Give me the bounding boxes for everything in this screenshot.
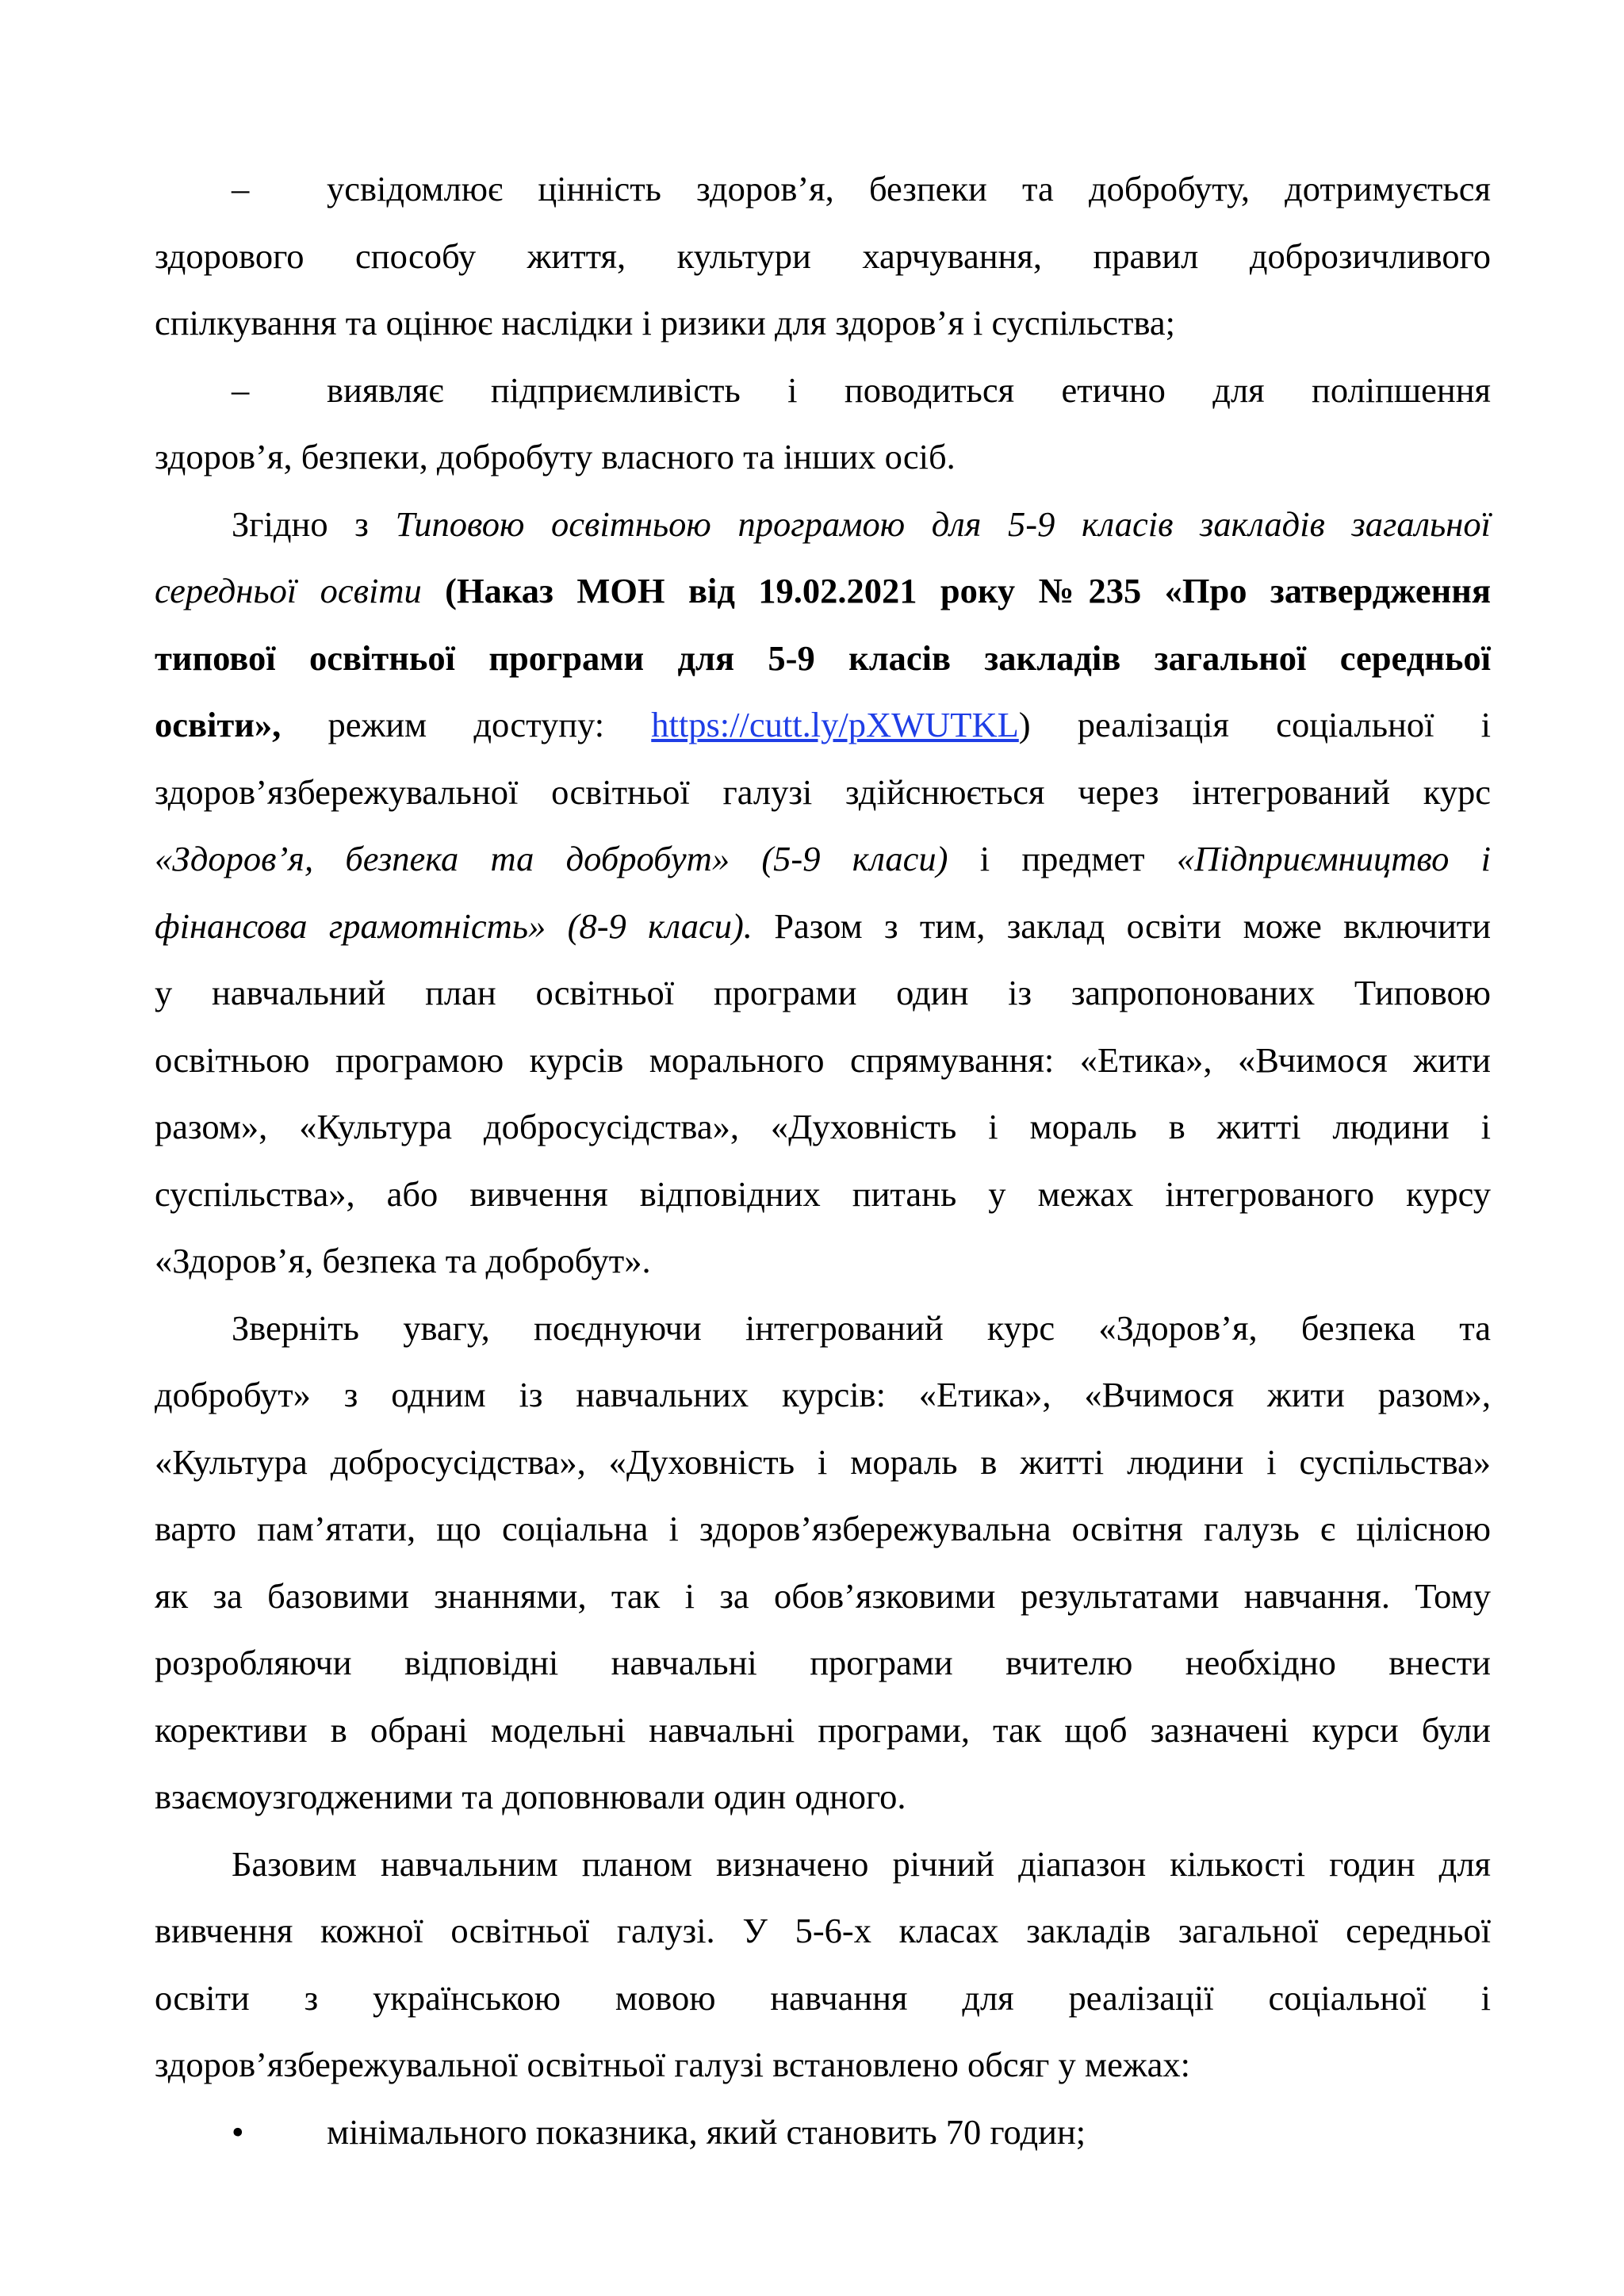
paragraph-line [155,557,1491,625]
paragraph-line: як за базовими знаннями, так і за обов’язковими результатами навчання. Тому [155,1575,1491,1616]
subject-title-italic: «Підприємництво і [1176,839,1491,878]
list-item-text: мінімального показника, який становить 70 годин; [327,2111,1086,2152]
paragraph-line [155,691,1491,759]
paragraph-line: у навчальний план освітньої програми один із запропонованих Типовою [155,973,1491,1012]
paragraph-line [155,893,1491,960]
paragraph-line [155,491,1491,558]
text-run: Разом з тим, заклад освіти може включити [774,905,1492,946]
list-item-text: виявляє підприємливість і поводиться етично для поліпшення [327,369,1491,410]
paragraph-line [155,825,1491,893]
paragraph-line: взаємоузгодженими та доповнювали один одного. [155,1777,906,1816]
paragraph-line: варто пам’ятати, що соціальна і здоров’язбережувальна освітня галузь є цілісною [155,1509,1491,1548]
text-run: режим доступу: [327,705,605,744]
dash-marker: – [232,369,250,410]
program-title-italic: Типовою освітньою програмою для 5-9 класів закладів загальної [395,503,1492,544]
paragraph-line [155,625,1491,692]
text-run: Згідно з [232,503,369,544]
order-reference-bold: освіти», [155,705,282,744]
paragraph-line: здоров’язбережувальної освітньої галузі встановлено обсяг у межах: [155,2045,1190,2084]
paragraph-line: здоров’язбережувальної освітньої галузі здійснюється через інтегрований курс [155,771,1491,812]
list-item [155,155,1491,223]
paragraph-line: «Культура добросусідства», «Духовність і мораль в житті людини і суспільства» [155,1441,1491,1482]
program-title-italic: середньої освіти [155,571,422,610]
paragraph-line: Базовим навчальним планом визначено річний діапазон кількості годин для [232,1843,1491,1884]
subject-title-italic: фінансова грамотність» (8-9 класи). [155,905,753,946]
list-item [155,357,1491,424]
paragraph-line: освітньою програмою курсів морального спрямування: «Етика», «Вчимося жити [155,1039,1491,1080]
paragraph-line: здорового способу життя, культури харчування, правил доброзичливого [155,235,1491,276]
text-run: і предмет [979,839,1145,878]
paragraph-line: розробляючи відповідні навчальні програми вчителю необхідно внести [155,1643,1491,1682]
paragraph-line: добробут» з одним із навчальних курсів: «Етика», «Вчимося жити разом», [155,1375,1491,1414]
paragraph-line: «Здоров’я, безпека та добробут». [155,1241,651,1280]
paragraph-line: суспільства», або вивчення відповідних питань у межах інтегрованого курсу [155,1173,1491,1214]
list-item [155,2099,1491,2166]
list-item-text: усвідомлює цінність здоров’я, безпеки та добробуту, дотримується [327,169,1491,209]
dash-marker: – [232,169,250,209]
paragraph-line: освіти з українською мовою навчання для реалізації соціальної і [155,1977,1491,2018]
order-reference-bold: типової освітньої програми для 5-9 класів закладів загальної середньої [155,637,1491,678]
course-title-italic: «Здоров’я, безпека та добробут» (5-9 класи) [155,839,948,878]
access-link[interactable]: https://cutt.ly/pXWUTKL [651,705,1019,744]
paragraph-line: разом», «Культура добросусідства», «Духовність і мораль в житті людини і [155,1107,1491,1146]
bullet-marker: • [232,2111,244,2152]
paragraph-line: корективи в обрані модельні навчальні програми, так щоб зазначені курси були [155,1709,1491,1750]
paragraph-line: вивчення кожної освітньої галузі. У 5-6-х класах закладів загальної середньої [155,1911,1491,1950]
paragraph-line: Зверніть увагу, поєднуючи інтегрований курс «Здоров’я, безпека та [232,1307,1491,1348]
text-run: ) реалізація соціальної і [1018,705,1491,744]
paragraph-line: здоров’я, безпеки, добробуту власного та інших осіб. [155,437,956,476]
paragraph-line: спілкування та оцінює наслідки і ризики для здоров’я і суспільства; [155,303,1176,342]
order-reference-bold: (Наказ МОН від 19.02.2021 року №235 «Про затвердження [445,571,1492,610]
